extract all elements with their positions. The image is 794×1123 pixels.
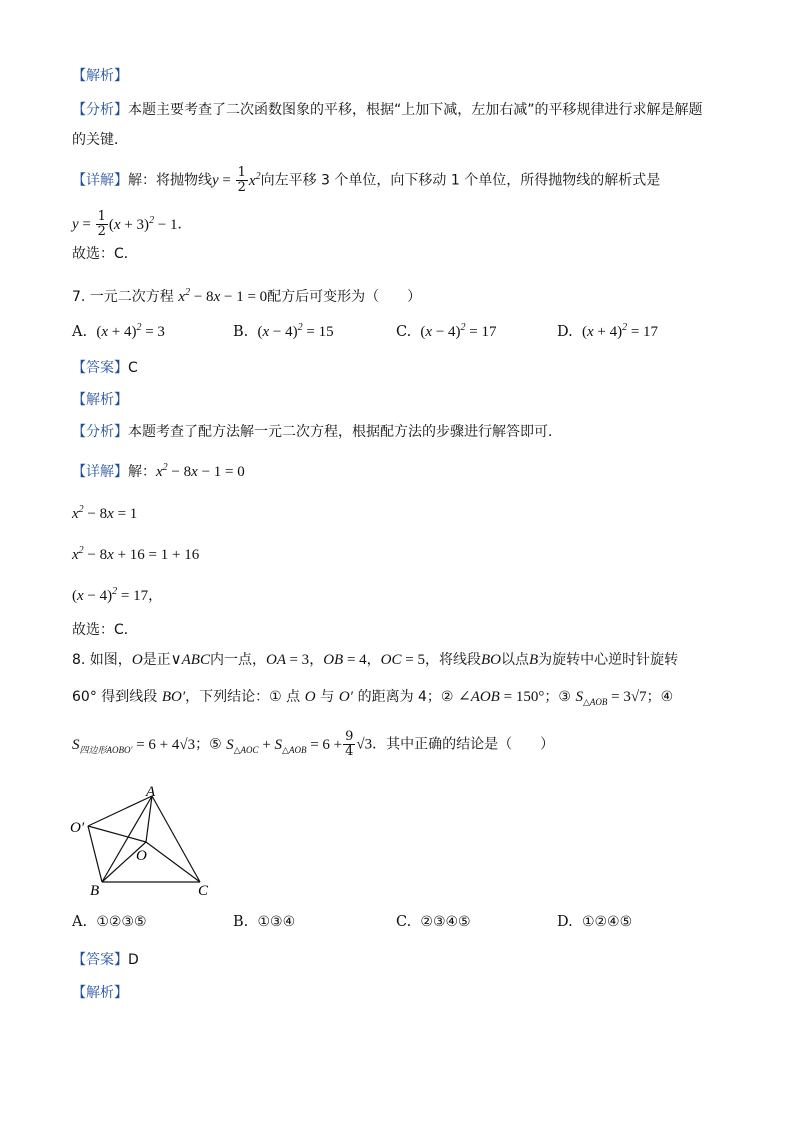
segment-bo-prime [88, 826, 102, 882]
q7-step-2: $x^2 - 8x + 16 = 1 + 16$ [72, 545, 200, 563]
q8-geometry-figure [66, 780, 226, 900]
q7-option-c: C. $(x - 4)^2 = 17$ [396, 322, 497, 340]
q8-answer: 【答案】D [72, 952, 139, 968]
q8-option-b: B. ①③④ [233, 914, 296, 930]
label-o-prime: O′ [70, 820, 85, 836]
label-c: C [198, 883, 209, 899]
q6-choice: 故选：C． [72, 246, 138, 262]
segment-ac [152, 796, 200, 882]
q7-option-b: B. $(x - 4)^2 = 15$ [233, 322, 334, 340]
q7-answer: 【答案】C [72, 360, 138, 376]
q8-option-c: C. ②③④⑤ [396, 914, 471, 930]
q7-stem: 7. 一元二次方程 $x^2 - 8x - 1 = 0$配方后可变形为（ ） [72, 287, 422, 305]
q7-step-3: $(x - 4)^2 = 17$， [72, 586, 163, 604]
q6-analysis: 【分析】本题主要考查了二次函数图象的平移，根据“上加下减，左加右减”的平移规律进行求解是解题 [72, 102, 703, 118]
label-o: O [136, 848, 147, 864]
q6-detail: 【详解】解：将抛物线y = $\frac{1}{2}$ $x^2$向左平移 3 个单位，向下移动 1 个单位，所得抛物线的解析式是 [72, 165, 661, 195]
q7-step-1: $x^2 - 8x = 1$ [72, 504, 138, 522]
q8-stem-line3: $S_{四边形AOBO'} = 6 + 4√3$；⑤ $S_{\triangle AOC} + S_{\triangle AOB} = 6$ + $\frac{9}{4}$ √3．其中正确的结论是（ ） [72, 729, 555, 759]
q7-analysis-tag: 【解析】 [72, 392, 128, 408]
analysis-tag: 【解析】 [72, 68, 128, 84]
q8-analysis-tag: 【解析】 [72, 985, 128, 1001]
q8-option-d: D. ①②④⑤ [557, 914, 633, 930]
segment-ao [146, 796, 152, 842]
q8-stem-line2: 60° 得到线段 BO′，下列结论：① 点 O 与 O′ 的距离为 4；② ∠AOB = 150°；③ $S_{\triangle AOB} = 3√7$；④ [72, 689, 674, 707]
q7-option-d: D. $(x + 4)^2 = 17$ [557, 322, 659, 340]
q6-analysis-cont: 的关键． [72, 132, 128, 148]
q7-analysis: 【分析】本题考查了配方法解一元二次方程，根据配方法的步骤进行解答即可． [72, 424, 562, 440]
label-b: B [90, 883, 100, 899]
q7-detail: 【详解】解：$x^2 - 8x - 1 = 0$ [72, 462, 245, 480]
segment-oo-prime [88, 826, 146, 842]
segment-ab [102, 796, 152, 882]
q8-stem-line1: 8. 如图，O是正∨ABC内一点，OA = 3，OB = 4，OC = 5，将线段BO以点B为旋转中心逆时针旋转 [72, 652, 679, 668]
q7-option-a: A. $(x + 4)^2 = 3$ [72, 322, 165, 340]
segment-ao-prime [88, 796, 152, 826]
segment-co [146, 842, 200, 882]
q6-result-formula: y = $\frac{1}{2}$ $(x + 3)^2 - 1$． [72, 209, 192, 239]
q8-option-a: A. ①②③⑤ [72, 914, 147, 930]
label-a: A [146, 784, 156, 800]
q7-choice: 故选：C． [72, 622, 138, 638]
